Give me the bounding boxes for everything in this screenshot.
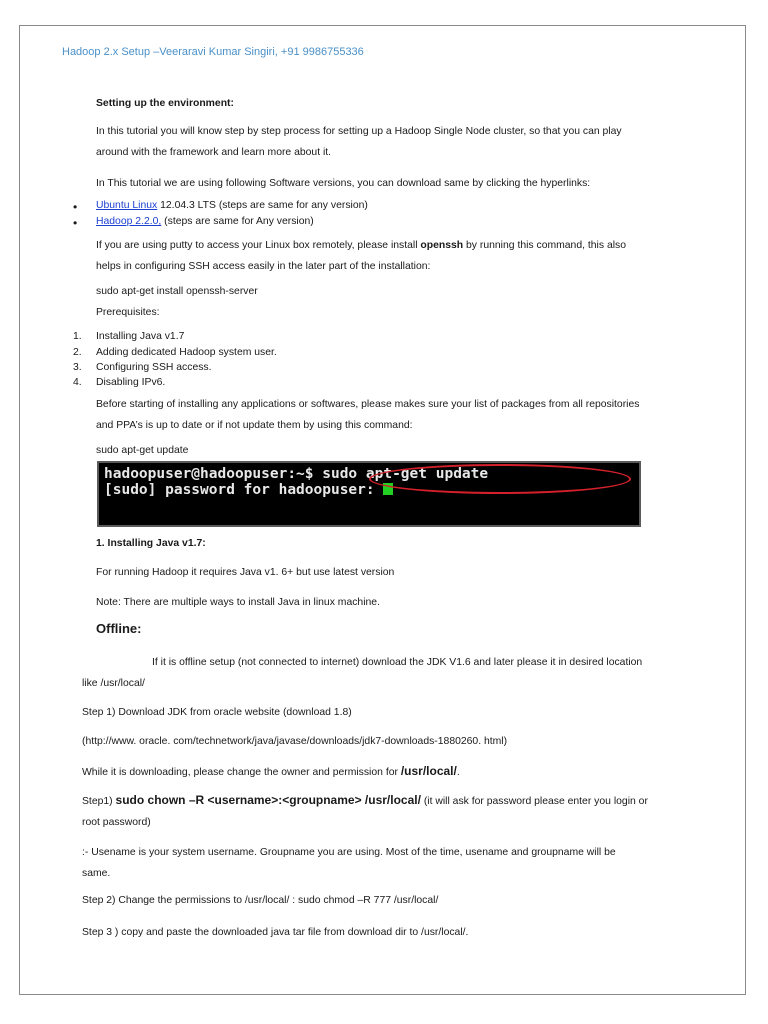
section-title: Setting up the environment: xyxy=(96,98,234,109)
putty-text-c: by running this command, this also xyxy=(463,240,627,251)
putty-line-2: helps in configuring SSH access easily in the later part of the installation: xyxy=(96,261,431,272)
bullet-dot: • xyxy=(73,200,78,214)
step1-line: Step 1) Download JDK from oracle website (download 1.8) xyxy=(82,707,352,718)
downloading-text: While it is downloading, please change the owner and permission for xyxy=(82,767,401,778)
hadoop-link[interactable]: Hadoop 2.2.0, xyxy=(96,216,162,227)
bullet-dot: • xyxy=(73,216,78,230)
username-line-1: :- Usename is your system username. Groupname you are using. Most of the time, usename and groupname will be xyxy=(82,847,616,858)
highlight-circle xyxy=(369,464,631,494)
terminal-screenshot xyxy=(97,461,641,527)
offline-line-2: like /usr/local/ xyxy=(82,678,145,689)
list-item: Configuring SSH access. xyxy=(96,362,212,373)
step2-line: Step 2) Change the permissions to /usr/local/ : sudo chmod –R 777 /usr/local/ xyxy=(82,895,439,906)
note-line: Note: There are multiple ways to install Java in linux machine. xyxy=(96,597,380,608)
terminal-prompt: [sudo] password for hadoopuser: xyxy=(104,482,384,498)
offline-line-1: If it is offline setup (not connected to internet) download the JDK V1.6 and later please it in desired location xyxy=(152,657,643,668)
before-line-1: Before starting of installing any applications or softwares, please makes sure your list of packages from all repositories xyxy=(96,399,640,410)
list-number: 4. xyxy=(73,377,82,388)
chown-command: sudo chown –R <username>:<groupname> /usr/local/ xyxy=(115,793,421,807)
page-header: Hadoop 2.x Setup –Veeraravi Kumar Singiri, +91 9986755336 xyxy=(62,46,364,58)
cmd-update: sudo apt-get update xyxy=(96,445,189,456)
list-item: Installing Java v1.7 xyxy=(96,331,185,342)
step3-line: Step 3 ) copy and paste the downloaded java tar file from download dir to /usr/local/. xyxy=(82,927,469,938)
terminal-line-1: hadoopuser@hadoopuser:~$ sudo apt-get update xyxy=(104,466,489,482)
downloading-period: . xyxy=(456,767,460,778)
list-number: 2. xyxy=(73,347,82,358)
versions-line: In This tutorial we are using following Software versions, you can download same by clicking the hyperlinks: xyxy=(96,178,591,189)
list-number: 1. xyxy=(73,331,82,342)
putty-paragraph xyxy=(96,235,716,277)
openssh-term: openssh xyxy=(420,240,464,251)
intro-paragraph xyxy=(96,121,716,163)
bullet-text: (steps are same for Any version) xyxy=(161,216,314,227)
before-paragraph xyxy=(96,394,716,436)
bullet-text: 12.04.3 LTS (steps are same for any version) xyxy=(157,200,368,211)
usr-local-term: /usr/local/ xyxy=(400,764,457,778)
list-item: Disabling IPv6. xyxy=(96,377,166,388)
java-heading: 1. Installing Java v1.7: xyxy=(96,538,206,549)
username-line-2: same. xyxy=(82,868,111,879)
cmd-openssh: sudo apt-get install openssh-server xyxy=(96,286,258,297)
putty-line-1 xyxy=(96,235,716,256)
chown-line-1 xyxy=(82,790,722,812)
bullet-hadoop xyxy=(96,214,716,230)
list-item: Adding dedicated Hadoop system user. xyxy=(96,347,277,358)
putty-text-a: If you are using putty to access your Linux box remotely, please install xyxy=(96,240,421,251)
downloading-line xyxy=(82,761,702,783)
before-line-2: and PPA’s is up to date or if not update them by using this command: xyxy=(96,420,413,431)
chown-paragraph xyxy=(82,790,722,833)
step1-url: (http://www. oracle. com/technetwork/java/javase/downloads/jdk7-downloads-1880260. html) xyxy=(82,736,508,747)
prerequisites-label: Prerequisites: xyxy=(96,307,160,318)
chown-step: Step1) xyxy=(82,796,116,807)
offline-heading: Offline: xyxy=(96,621,142,636)
chown-line-2: root password) xyxy=(82,817,151,828)
username-paragraph xyxy=(82,842,722,884)
intro-line-1: In this tutorial you will know step by step process for setting up a Hadoop Single Node cluster, so that you can play xyxy=(96,126,622,137)
chown-note: (it will ask for password please enter you login or xyxy=(420,796,648,807)
list-number: 3. xyxy=(73,362,82,373)
ubuntu-link[interactable]: Ubuntu Linux xyxy=(96,200,158,211)
intro-line-2: around with the framework and learn more about it. xyxy=(96,147,332,158)
bullet-ubuntu xyxy=(96,198,716,214)
java-requirement: For running Hadoop it requires Java v1. 6+ but use latest version xyxy=(96,567,395,578)
